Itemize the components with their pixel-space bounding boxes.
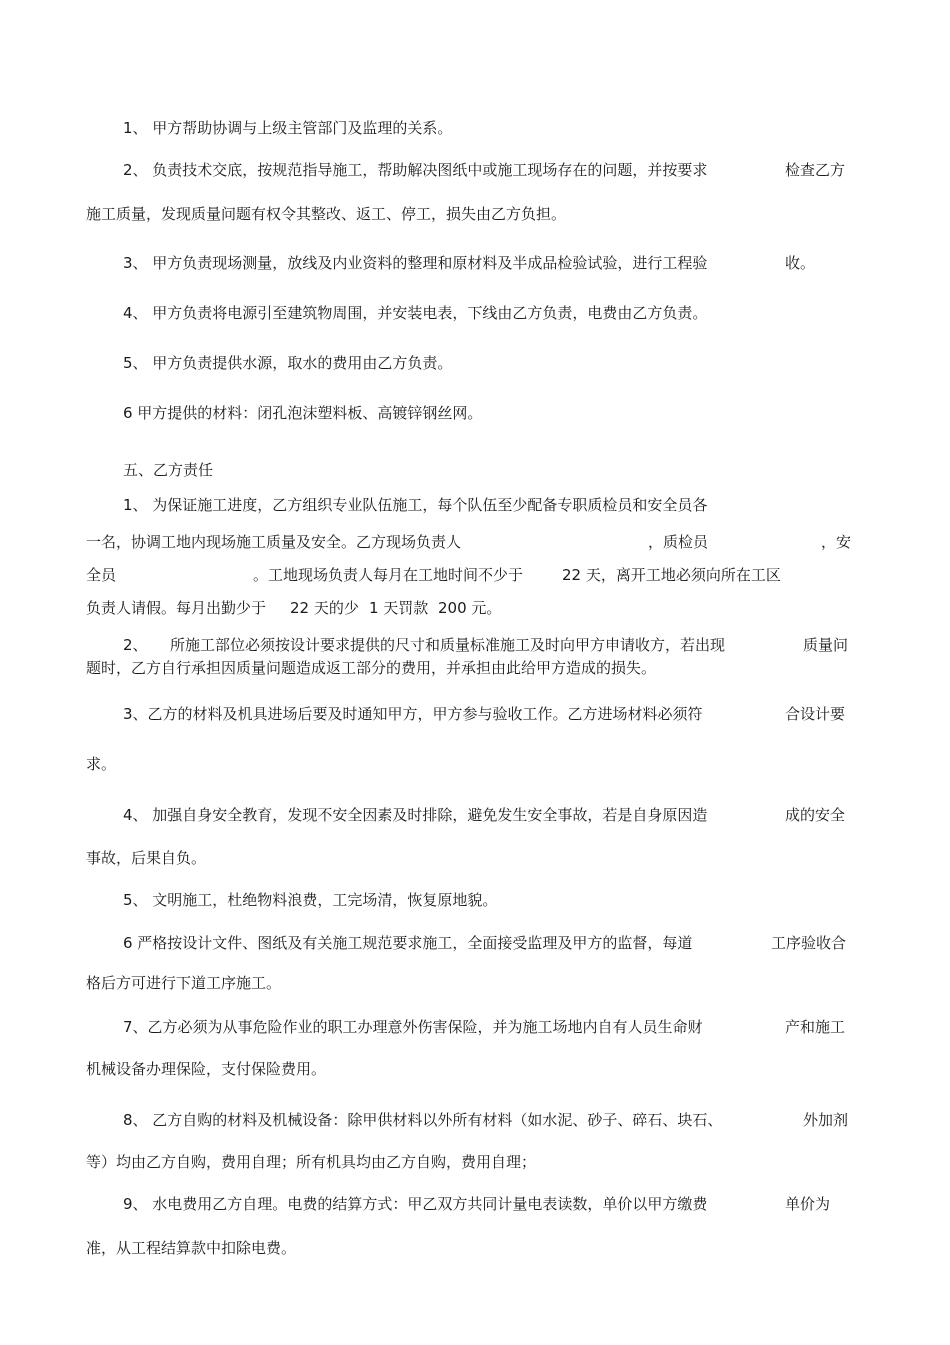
party-b-item-4: 4、 加强自身安全教育，发现不安全因素及时排除，避免发生安全事故，若是自身原因造 bbox=[123, 806, 708, 824]
party-a-item-4: 4、 甲方负责将电源引至建筑物周围，并安装电表，下线由乙方负责，电费由乙方负责。 bbox=[123, 304, 708, 322]
party-b-item-3-cont: 求。 bbox=[86, 755, 117, 773]
party-b-item-4-tail: 成的安全 bbox=[785, 806, 846, 824]
section-heading: 五、乙方责任 bbox=[123, 461, 214, 479]
party-a-item-5: 5、 甲方负责提供水源，取水的费用由乙方负责。 bbox=[123, 354, 453, 372]
party-a-item-1: 1、 甲方帮助协调与上级主管部门及监理的关系。 bbox=[123, 119, 453, 137]
party-b-item-8-tail: 外加剂 bbox=[803, 1111, 849, 1129]
party-b-item-1-line3-tail: 22 天，离开工地必须向所在工区 bbox=[562, 566, 781, 584]
safety-officer-label-end: 全员 bbox=[86, 566, 117, 584]
party-b-item-2-number: 2、 bbox=[123, 636, 148, 654]
party-b-item-7-tail: 产和施工 bbox=[785, 1018, 846, 1036]
party-b-item-6: 6 严格按设计文件、图纸及有关施工规范要求施工，全面接受监理及甲方的监督，每道 bbox=[123, 934, 693, 952]
party-b-item-2-tail: 质量问 bbox=[803, 636, 849, 654]
penalty-days: 1 天罚款 bbox=[369, 599, 429, 617]
party-a-item-2-tail: 检查乙方 bbox=[785, 161, 846, 179]
party-b-item-3-tail: 合设计要 bbox=[785, 705, 846, 723]
party-b-item-9: 9、 水电费用乙方自理。电费的结算方式：甲乙双方共同计量电表读数，单价以甲方缴费 bbox=[123, 1195, 708, 1213]
party-a-item-6: 6 甲方提供的材料：闭孔泡沫塑料板、高镀锌钢丝网。 bbox=[123, 404, 483, 422]
party-b-item-1-line4: 负责人请假。每月出勤少于 bbox=[86, 599, 267, 617]
party-b-item-1-line3: 。工地现场负责人每月在工地时间不少于 bbox=[253, 566, 524, 584]
party-b-item-9-tail: 单价为 bbox=[785, 1195, 831, 1213]
party-a-item-2: 2、 负责技术交底，按规范指导施工，帮助解决图纸中或施工现场存在的问题，并按要求 bbox=[123, 161, 708, 179]
party-b-item-8: 8、 乙方自购的材料及机械设备：除甲供材料以外所有材料（如水泥、砂子、碎石、块石、 bbox=[123, 1111, 723, 1129]
party-a-item-2-cont: 施工质量，发现质量问题有权令其整改、返工、停工，损失由乙方负担。 bbox=[86, 205, 567, 223]
party-b-item-9-cont: 准，从工程结算款中扣除电费。 bbox=[86, 1239, 297, 1257]
party-a-item-3: 3、 甲方负责现场测量，放线及内业资料的整理和原材料及半成品检验试验，进行工程验 bbox=[123, 254, 708, 272]
party-b-item-8-cont: 等）均由乙方自购，费用自理；所有机具均由乙方自购，费用自理； bbox=[86, 1153, 537, 1171]
party-b-item-2: 所施工部位必须按设计要求提供的尺寸和质量标准施工及时向甲方申请收方，若出现 bbox=[170, 636, 726, 654]
party-b-item-7-cont: 机械设备办理保险，支付保险费用。 bbox=[86, 1060, 327, 1078]
party-b-item-2-cont: 题时，乙方自行承担因质量问题造成返工部分的费用，并承担由此给甲方造成的损失。 bbox=[86, 659, 657, 677]
attendance-days: 22 天的少 bbox=[290, 599, 359, 617]
quality-inspector-label: ，质检员 bbox=[648, 533, 709, 551]
party-b-item-4-cont: 事故，后果自负。 bbox=[86, 849, 207, 867]
penalty-amount: 200 元。 bbox=[438, 599, 502, 617]
party-b-item-6-tail: 工序验收合 bbox=[771, 934, 847, 952]
party-b-item-5: 5、 文明施工，杜绝物料浪费，工完场清，恢复原地貌。 bbox=[123, 891, 498, 909]
party-b-item-1-line2: 一名，协调工地内现场施工质量及安全。乙方现场负责人 bbox=[86, 533, 462, 551]
party-b-item-1: 1、 为保证施工进度，乙方组织专业队伍施工，每个队伍至少配备专职质检员和安全员各 bbox=[123, 496, 708, 514]
party-b-item-6-cont: 格后方可进行下道工序施工。 bbox=[86, 974, 282, 992]
party-a-item-3-tail: 收。 bbox=[785, 254, 816, 272]
party-b-item-3: 3、乙方的材料及机具进场后要及时通知甲方，甲方参与验收工作。乙方进场材料必须符 bbox=[123, 705, 703, 723]
safety-officer-label-start: ，安 bbox=[821, 533, 852, 551]
party-b-item-7: 7、乙方必须为从事危险作业的职工办理意外伤害保险，并为施工场地内自有人员生命财 bbox=[123, 1018, 703, 1036]
